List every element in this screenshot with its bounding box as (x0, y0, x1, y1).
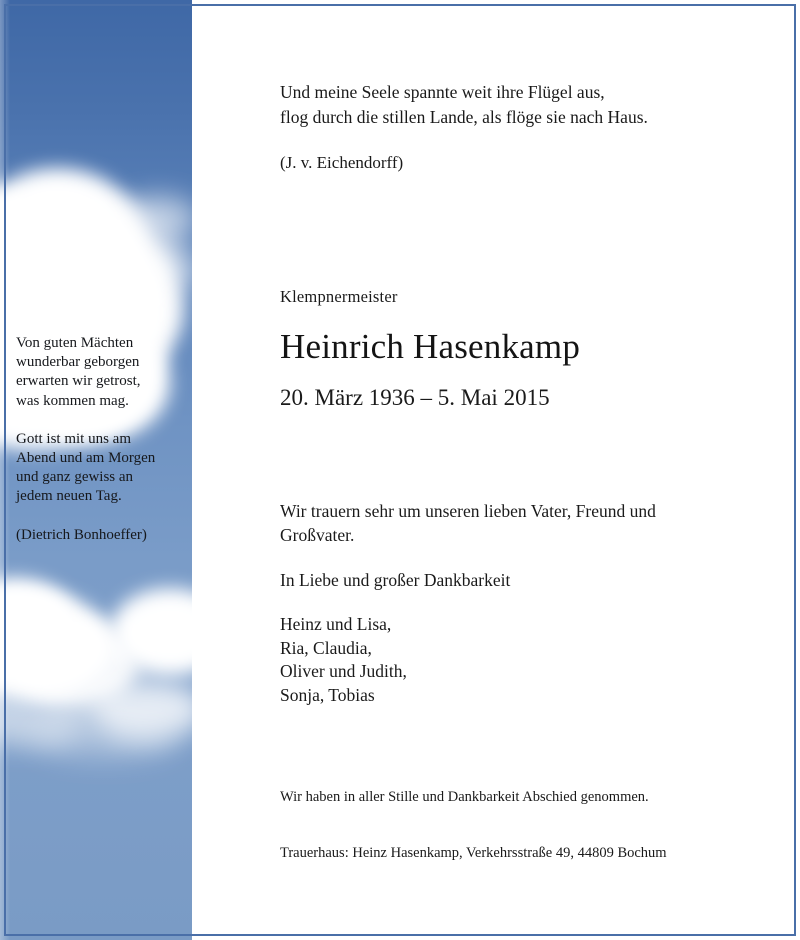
family-name-line: Heinz und Lisa, (280, 614, 392, 634)
mourning-statement: Wir trauern sehr um unseren lieben Vater, Freund und Großvater. (280, 501, 656, 545)
verse-line: flog durch die stillen Lande, als flöge sie nach Haus. (280, 107, 648, 127)
poem-line: Gott ist mit uns am (16, 430, 132, 447)
sky-edge-sheen (0, 0, 10, 940)
cloud-upper-wisp-c (96, 290, 186, 338)
deceased-name: Heinrich Hasenkamp (280, 327, 581, 366)
opening-verse (280, 80, 648, 130)
family-name-line: Ria, Claudia, (280, 637, 372, 658)
poem-stanza-two (16, 430, 188, 507)
gratitude-line: In Liebe und großer Dankbarkeit (280, 570, 511, 590)
poem-line: Von guten Mächten (16, 335, 134, 351)
family-name-line: Sonja, Tobias (280, 684, 375, 705)
poem-attribution: (Dietrich Bonhoeffer) (16, 526, 147, 543)
notice-content-column (192, 0, 800, 940)
poem-line: Abend und am Morgen (16, 450, 156, 467)
poem-line: wunderbar geborgen (16, 354, 140, 371)
verse-line: Und meine Seele spannte weit ihre Flügel aus, (280, 82, 605, 102)
poem-line: was kommen mag. (16, 392, 129, 409)
cloud-lower-haze (30, 720, 180, 760)
cloud-upper-wisp-a (118, 195, 192, 241)
mourning-house-address: Trauerhaus: Heinz Hasenkamp, Verkehrsstraße 49, 44809 Bochum (280, 845, 667, 861)
profession-label: Klempnermeister (280, 287, 398, 306)
poem-line: und ganz gewiss an (16, 469, 134, 486)
farewell-note: Wir haben in aller Stille und Dankbarkeit Abschied genommen. (280, 789, 649, 805)
poem-stanza-one (16, 334, 188, 411)
family-name-line: Oliver und Judith, (280, 661, 407, 681)
poem-line: erwarten wir getrost, (16, 373, 141, 390)
verse-attribution: (J. v. Eichendorff) (280, 153, 404, 172)
poem-line: jedem neuen Tag. (16, 488, 122, 505)
life-dates: 20. März 1936 – 5. Mai 2015 (280, 385, 550, 410)
sidebar-poem (16, 334, 188, 545)
family-names-list (280, 613, 407, 707)
